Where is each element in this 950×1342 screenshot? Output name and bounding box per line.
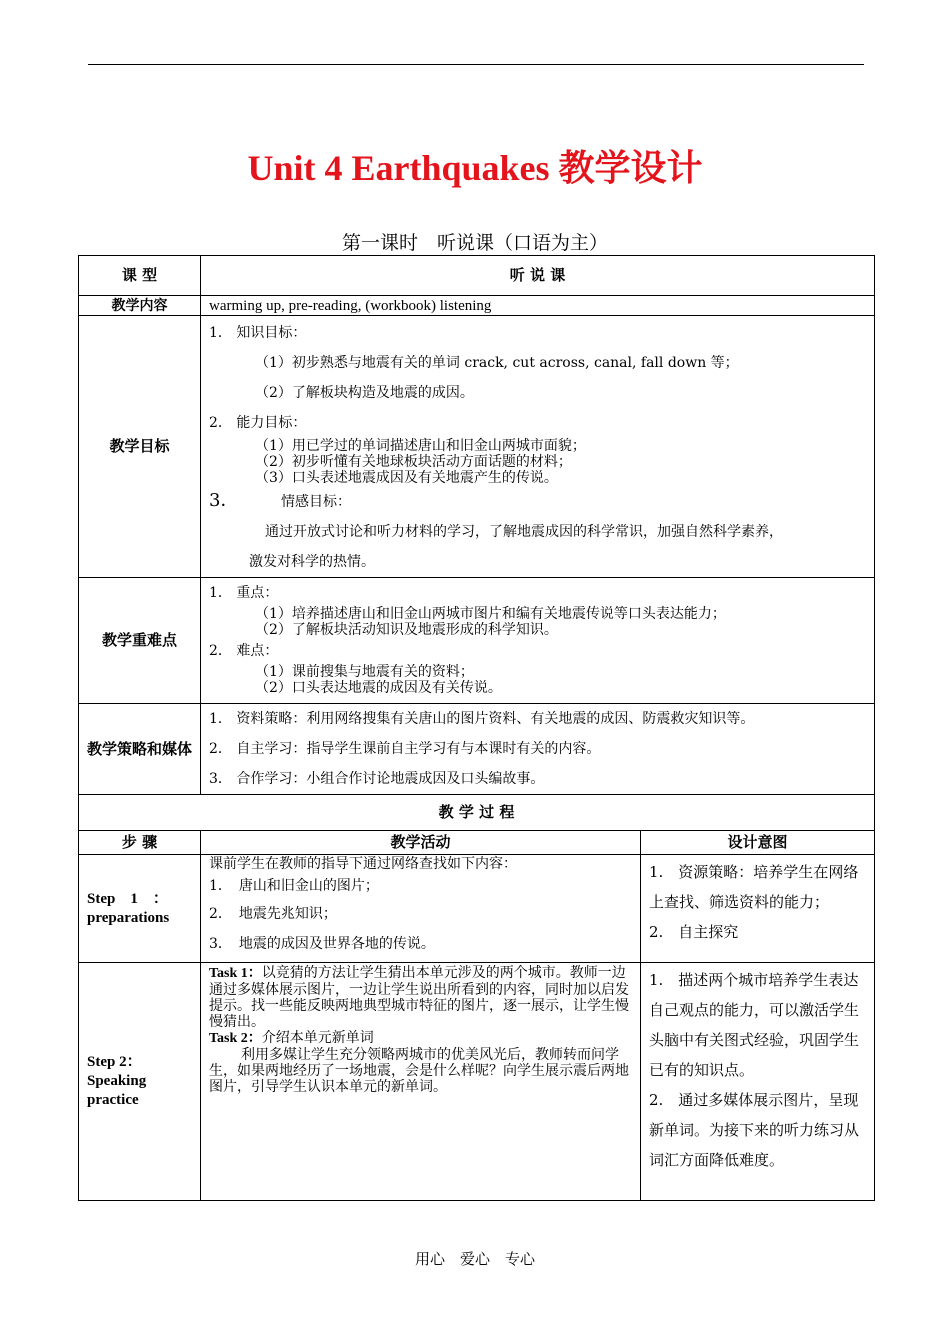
strategy-label: 教学策略和媒体 [79,704,201,795]
goals-line: （1）用已学过的单词描述唐山和旧金山两城市面貌； [255,438,586,454]
key-line: （2）口头表达地震的成因及有关传说。 [255,680,502,696]
content-label: 教学内容 [79,296,201,316]
lesson-type-value: 听 说 课 [201,256,875,296]
row-step2 [79,963,875,1201]
step1-activity-line: 课前学生在教师的指导下通过网络查找如下内容： [209,856,517,872]
task2-text: 介绍本单元新单词 [261,1030,374,1046]
row-process-header [79,795,875,831]
step1-activity-line: 2． 地震先兆知识； [209,906,337,922]
page-subtitle: 第一课时 听说课（口语为主） [341,232,608,254]
goals-line: 3． [209,490,239,511]
row-column-headers [79,831,875,855]
goals-line: 通过开放式讨论和听力材料的学习，了解地震成因的科学常识，加强自然科学素养， [265,524,783,540]
key-line: （2）了解板块活动知识及地震形成的科学知识。 [255,622,558,638]
step2-label: Step 2：Speaking practice [79,963,201,1201]
step2-activity [201,963,641,1201]
step1-activity-line: 1． 唐山和旧金山的图片； [209,878,379,894]
step1-activity-line: 3． 地震的成因及世界各地的传说。 [209,936,435,952]
header-rule [88,64,864,65]
step2-purpose-line: 2. 通过多媒体展示图片，呈现新单词。为接下来的听力练习从词汇方面降低难度。 [649,1091,860,1169]
col-step-header: 步 骤 [79,831,201,855]
row-key-points [79,578,875,704]
goals-line: 激发对科学的热情。 [249,554,375,570]
goals-line: 2． 能力目标： [209,415,307,431]
strategy-line: 2． 自主学习：指导学生课前自主学习有与本课时有关的内容。 [209,741,601,757]
goals-line: （1）初步熟悉与地震有关的单词 crack, cut across, canal, fall down 等； [255,355,739,371]
key-line: 2． 难点： [209,643,279,659]
key-line: （1）培养描述唐山和旧金山两城市图片和编有关地震传说等口头表达能力； [255,606,726,622]
lesson-type-label: 课 型 [79,256,201,296]
row-goals [79,316,875,578]
goals-line: 1． 知识目标： [209,325,307,341]
page-title: Unit 4 Earthquakes 教学设计 [247,148,703,188]
step1-purpose-line: 1. 资源策略：培养学生在网络上查找、筛选资料的能力； [649,863,859,911]
goals-body [201,316,875,578]
page-footer: 用心 爱心 专心 [414,1250,535,1268]
key-points-body [201,578,875,704]
strategy-line: 1． 资料策略：利用网络搜集有关唐山的图片资料、有关地震的成因、防震救灾知识等。 [209,711,755,727]
goals-line: 情感目标： [281,494,351,510]
step1-purpose [641,855,875,963]
step1-label: Step 1 ：preparations [79,855,201,963]
goals-line: （2）了解板块构造及地震的成因。 [255,385,474,401]
task1-label: Task 1： [209,966,262,981]
step1-purpose-line: 2. 自主探究 [649,923,739,941]
goals-line: （3）口头表述地震成因及有关地震产生的传说。 [255,470,558,486]
row-lesson-type [79,256,875,296]
row-strategy [79,704,875,795]
goals-label: 教学目标 [79,316,201,578]
lesson-plan-table [78,255,875,1201]
row-step1 [79,855,875,963]
process-header: 教 学 过 程 [79,795,875,831]
key-points-label: 教学重难点 [79,578,201,704]
col-purpose-header: 设计意图 [641,831,875,855]
row-content [79,296,875,316]
task2-body: 利用多媒让学生充分领略两城市的优美风光后，教师转而问学生，如果两地经历了一场地震，会是什么样呢？向学生展示震后两地图片，引导学生认识本单元的新单词。 [209,1047,629,1095]
goals-line: （2）初步听懂有关地球板块活动方面话题的材料； [255,454,572,470]
strategy-body [201,704,875,795]
content-value: warming up, pre-reading, (workbook) listening [201,296,875,316]
col-activity-header: 教学活动 [201,831,641,855]
key-line: （1）课前搜集与地震有关的资料； [255,664,474,680]
task2-label: Task 2： [209,1031,262,1046]
key-line: 1． 重点： [209,585,279,601]
strategy-line: 3． 合作学习：小组合作讨论地震成因及口头编故事。 [209,771,545,787]
task1-text: 以竞猜的方法让学生猜出本单元涉及的两个城市。教师一边通过多媒体展示图片，一边让学生说出所看到的内容，同时加以启发提示。找一些能反映两地典型城市特征的图片，逐一展示，让学生慢慢猜出。 [209,965,629,1030]
step1-activity [201,855,641,963]
step2-purpose-line: 1. 描述两个城市培养学生表达自己观点的能力，可以激活学生头脑中有关图式经验，巩固学生已有的知识点。 [649,971,860,1079]
step2-purpose [641,963,875,1201]
